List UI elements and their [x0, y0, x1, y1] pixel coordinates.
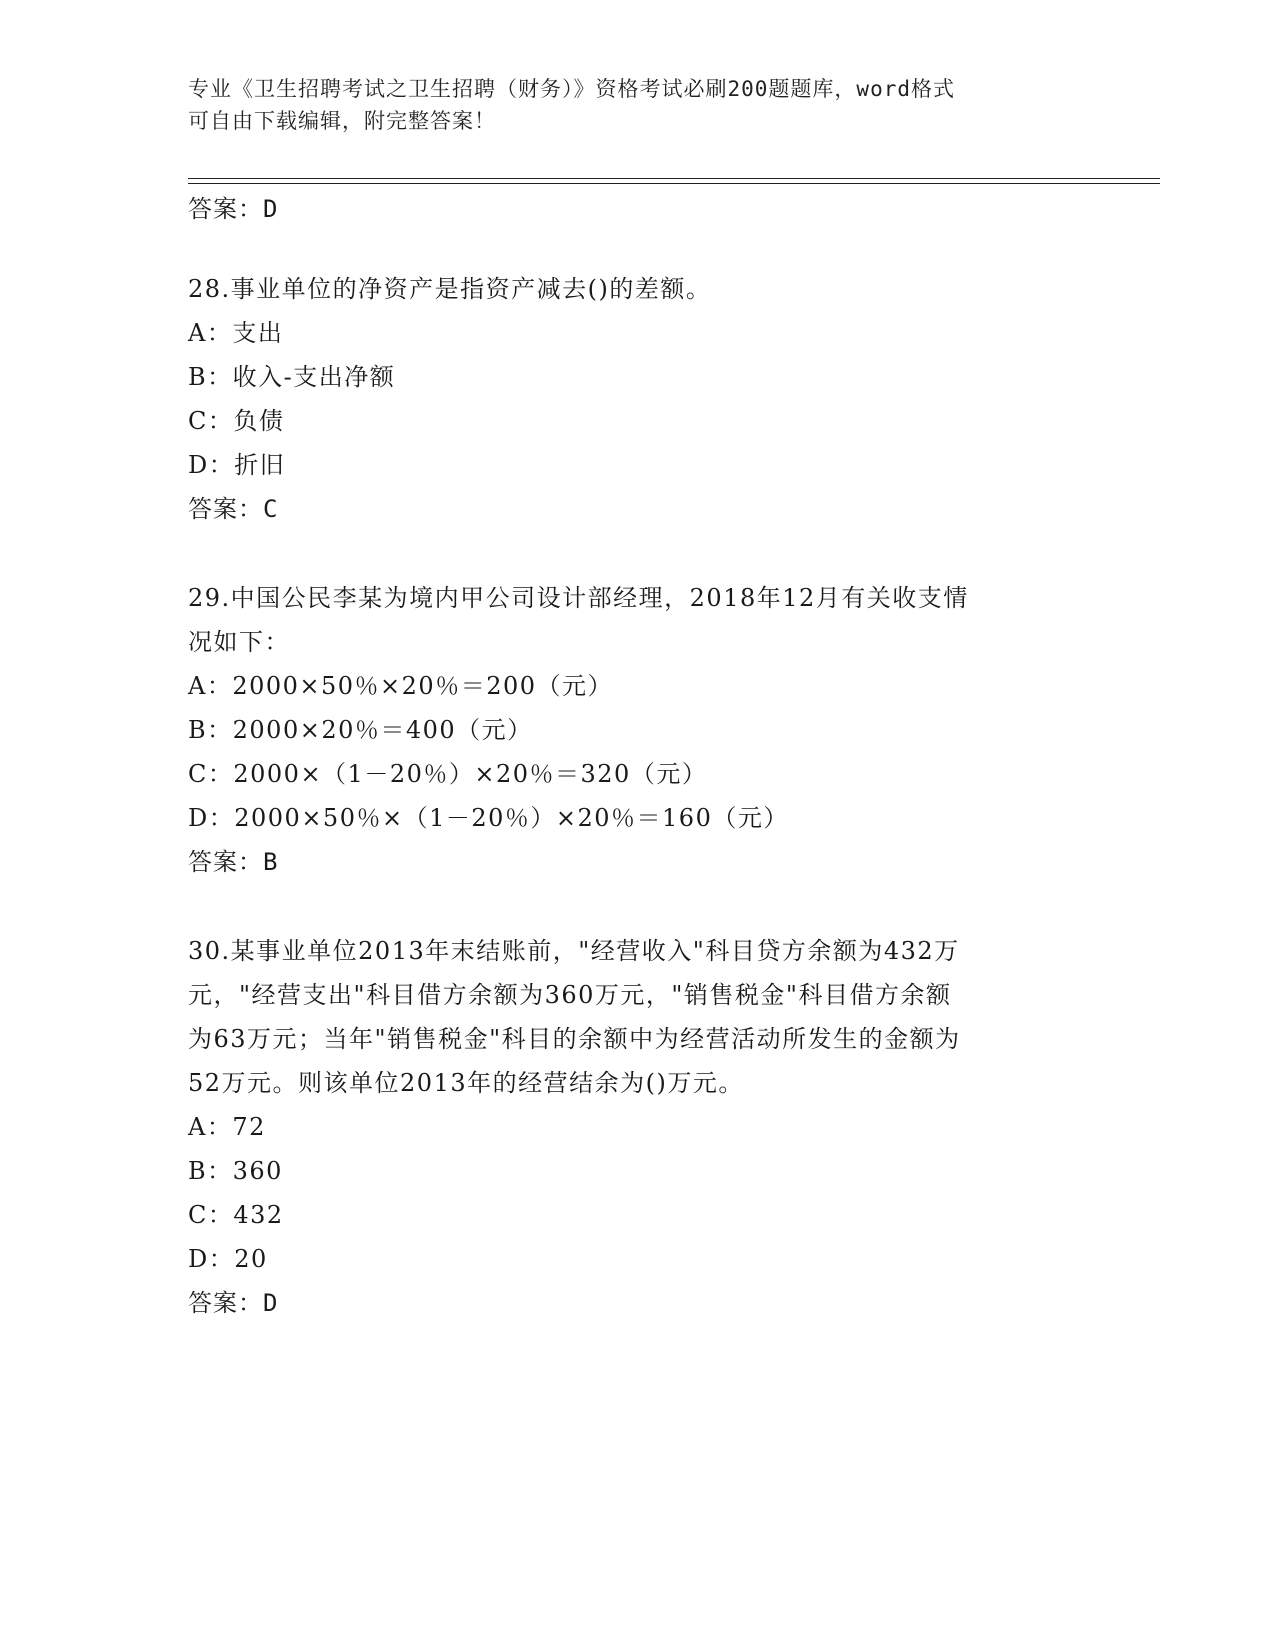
- document-header: [188, 73, 1088, 137]
- question-30-stem-line-1: 30.某事业单位2013年末结账前，"经营收入"科目贷方余额为432万: [188, 937, 960, 965]
- header-line-1: 专业《卫生招聘考试之卫生招聘（财务）》资格考试必刷200题题库，word格式: [188, 77, 955, 101]
- question-30-option-c: C：432: [188, 1201, 284, 1229]
- question-28-answer: 答案：C: [188, 495, 279, 523]
- header-line-2: 可自由下载编辑，附完整答案！: [188, 109, 496, 133]
- question-28-option-c: C：负债: [188, 407, 285, 435]
- question-30-option-d: D：20: [188, 1245, 268, 1273]
- question-29-option-a: A：2000×50％×20％＝200（元）: [188, 672, 614, 700]
- question-28-option-a: A：支出: [188, 319, 284, 347]
- header-divider-bottom: [188, 183, 1160, 184]
- question-30-option-a: A：72: [188, 1113, 266, 1141]
- question-28-stem: 28.事业单位的净资产是指资产减去()的差额。: [188, 275, 712, 303]
- question-28-option-d: D：折旧: [188, 451, 286, 479]
- question-30-stem-line-4: 52万元。则该单位2013年的经营结余为()万元。: [188, 1069, 744, 1097]
- question-29-option-d: D：2000×50％×（1－20％）×20％＝160（元）: [188, 804, 789, 832]
- question-29-stem-line-1: 29.中国公民李某为境内甲公司设计部经理，2018年12月有关收支情: [188, 584, 969, 612]
- question-30-stem-line-3: 为63万元；当年"销售税金"科目的余额中为经营活动所发生的金额为: [188, 1025, 961, 1053]
- question-29-stem-line-2: 况如下：: [188, 628, 290, 656]
- question-30-answer: 答案：D: [188, 1289, 279, 1317]
- question-30-stem-line-2: 元，"经营支出"科目借方余额为360万元，"销售税金"科目借方余额: [188, 981, 952, 1009]
- question-28-option-b: B：收入-支出净额: [188, 363, 396, 391]
- question-29-option-b: B：2000×20％＝400（元）: [188, 716, 533, 744]
- question-29-option-c: C：2000×（1－20％）×20％＝320（元）: [188, 760, 708, 788]
- answer-previous: 答案：D: [188, 195, 279, 223]
- header-divider-top: [188, 178, 1160, 179]
- question-30-option-b: B：360: [188, 1157, 283, 1185]
- question-29-answer: 答案：B: [188, 848, 279, 876]
